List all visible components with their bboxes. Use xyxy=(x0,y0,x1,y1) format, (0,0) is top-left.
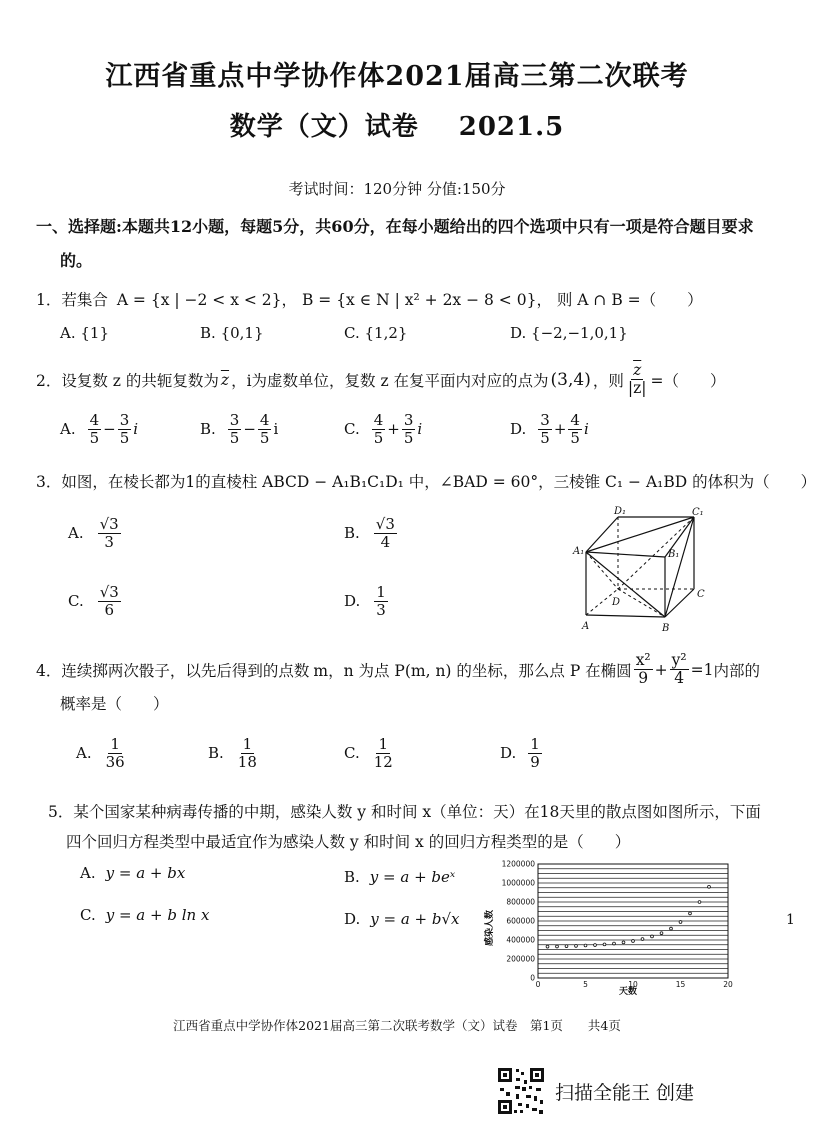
chart-point xyxy=(660,932,663,935)
chart-point xyxy=(670,927,673,930)
exam-info: 考试时间：120分钟 分值:150分 xyxy=(288,180,506,198)
exam-subtitle xyxy=(0,106,794,143)
chart-ytick-label: 400000 xyxy=(506,935,535,945)
ellipse-y-term: $\frac{\text{y²}}{4}$ xyxy=(671,651,687,688)
chart-xtick-label: 15 xyxy=(675,980,686,989)
chart-point xyxy=(698,901,701,904)
q4-option-d: D. $\frac{1}{9}$ xyxy=(500,735,540,771)
question-5-stem-cont: 四个回归方程类型中最适宜作为感染人数 y 和时间 x 的回归方程类型的是（ ） xyxy=(66,833,631,851)
chart-xtick-label: 0 xyxy=(535,980,541,989)
question-3-stem: 3．如图，在棱长都为1的直棱柱 ABCD − A₁B₁C₁D₁ 中，∠BAD = 60°，三棱锥 C₁ − A₁BD 的体积为（ ） xyxy=(36,473,816,491)
prism-figure xyxy=(570,505,710,635)
label-A1: A₁ xyxy=(573,546,585,557)
chart-point xyxy=(594,944,597,947)
q4-option-b: B. $\frac{1}{18}$ xyxy=(208,735,257,771)
q1-num: 1．若集合 xyxy=(36,291,108,309)
chart-ytick-label: 200000 xyxy=(506,954,535,964)
q5-option-b: B. y = a + beˣ xyxy=(344,868,456,886)
scanner-watermark: 扫描全能王 创建 xyxy=(555,1082,695,1104)
q3-option-a: A. $\frac{√3}{3}$ xyxy=(68,515,119,551)
label-A: A xyxy=(582,621,590,632)
chart-xtick-label: 20 xyxy=(723,980,733,989)
label-D1: D₁ xyxy=(614,506,627,517)
label-B1: B₁ xyxy=(668,549,680,560)
chart-point xyxy=(679,921,682,924)
qr-code-icon xyxy=(496,1066,546,1116)
chart-ytick-label: 1000000 xyxy=(501,878,535,888)
chart-point xyxy=(632,940,635,943)
chart-ytick-label: 600000 xyxy=(506,916,535,926)
chart-point xyxy=(556,945,559,948)
q1-option-d: D. {−2,−1,0,1} xyxy=(510,324,628,342)
page-footer: 江西省重点中学协作体2021届高三第二次联考数学（文）试卷 第1页 共4页 xyxy=(173,1018,621,1033)
chart-xtick-label: 5 xyxy=(583,980,588,989)
chart-ytick-label: 0 xyxy=(530,973,535,983)
chart-xlabel: 天数 xyxy=(618,987,638,997)
chart-ylabel: 感染人数 xyxy=(485,909,495,947)
chart-point xyxy=(651,935,654,938)
chart-point xyxy=(641,938,644,941)
chart-point xyxy=(603,943,606,946)
label-B: B xyxy=(662,623,670,634)
chart-point xyxy=(584,944,587,947)
section-heading-cont: 的。 xyxy=(60,251,93,270)
q2-option-b: B. $\frac{3}{5}$ − $\frac{4}{5}$ i xyxy=(200,411,279,447)
q3-option-c: C. $\frac{√3}{6}$ xyxy=(68,583,119,619)
exam-year: 2021.5 xyxy=(458,112,565,142)
scatter-chart xyxy=(478,856,746,1000)
q1-option-b: B. {0,1} xyxy=(200,324,264,342)
question-2-stem: 2．设复数 z 的共轭复数为 $\overline{z}$ ，i为虚数单位，复数 z 在复平面内对应的点为 (3,4) ，则 $\frac{\overline{z}}{|z|}$ =（ ） xyxy=(36,361,726,398)
chart-point xyxy=(689,912,692,915)
subtitle-text: 数学（文）试卷 xyxy=(229,112,419,142)
q5-option-a: A. y = a + bx xyxy=(80,864,186,882)
question-1-stem: 1．若集合 A = {x | −2 < x < 2}， B = {x ∈ N | x² + 2x − 8 < 0}， 则 A ∩ B =（ ） xyxy=(36,291,703,309)
chart-ytick-label: 800000 xyxy=(506,897,535,907)
chart-xtick-label: 10 xyxy=(628,980,638,989)
question-5-stem: 5．某个国家某种病毒传播的中期，感染人数 y 和时间 x（单位：天）在18天里的散点图如图所示，下面 xyxy=(48,803,761,821)
q1-set-b: B = {x ∈ N | x² + 2x − 8 < 0} xyxy=(301,291,537,309)
q3-option-b: B. $\frac{√3}{4}$ xyxy=(344,515,395,551)
exam-title: 江西省重点中学协作体2021届高三第二次联考 xyxy=(105,61,689,92)
q4-option-a: A. $\frac{1}{36}$ xyxy=(76,735,125,771)
q2-fraction: $\frac{\overline{z}}{|z|}$ xyxy=(627,361,647,398)
q1-option-c: C. {1,2} xyxy=(344,324,408,342)
chart-point xyxy=(565,945,568,948)
section-heading: 一、选择题:本题共12小题，每题5分，共60分，在每小题给出的四个选项中只有一项是符合题目要求 xyxy=(36,217,754,236)
ellipse-x-term: $\frac{\text{x²}}{9}$ xyxy=(635,651,651,688)
chart-point xyxy=(575,944,578,947)
chart-point xyxy=(622,941,625,944)
q2-option-d: D. $\frac{3}{5}$ + $\frac{4}{5}$ i xyxy=(510,411,589,447)
chart-ytick-label: 1200000 xyxy=(501,859,535,869)
q5-option-c: C. y = a + b ln x xyxy=(80,906,210,924)
q2-option-a: A. $\frac{4}{5}$ − $\frac{3}{5}$ i xyxy=(60,411,139,447)
chart-point xyxy=(708,885,711,888)
q1-ask: 则 A ∩ B =（ ） xyxy=(556,291,703,309)
q1-set-a: A = {x | −2 < x < 2} xyxy=(116,291,282,309)
question-4-stem: 4．连续掷两次骰子，以先后得到的点数 m，n 为点 P(m, n) 的坐标，那么点 P 在椭圆 $\frac{\text{x²}}{9}$ + $\frac{\text{y²}}{4}$ =1 内部的 xyxy=(36,651,761,688)
page-margin-mark: 1 xyxy=(786,912,795,928)
q2-zbar: $\overline{z}$ xyxy=(220,370,230,389)
label-C: C xyxy=(697,589,705,600)
chart-point xyxy=(546,945,549,948)
q1-option-a: A. {1} xyxy=(60,324,110,342)
q3-option-d: D. $\frac{1}{3}$ xyxy=(344,583,386,619)
chart-point xyxy=(613,942,616,945)
label-C1: C₁ xyxy=(692,507,704,518)
question-4-stem-cont: 概率是（ ） xyxy=(60,695,169,713)
q5-option-d: D. y = a + b√x xyxy=(344,910,460,928)
label-D: D xyxy=(612,597,621,608)
q4-option-c: C. $\frac{1}{12}$ xyxy=(344,735,393,771)
q2-option-c: C. $\frac{4}{5}$ + $\frac{3}{5}$ i xyxy=(344,411,423,447)
